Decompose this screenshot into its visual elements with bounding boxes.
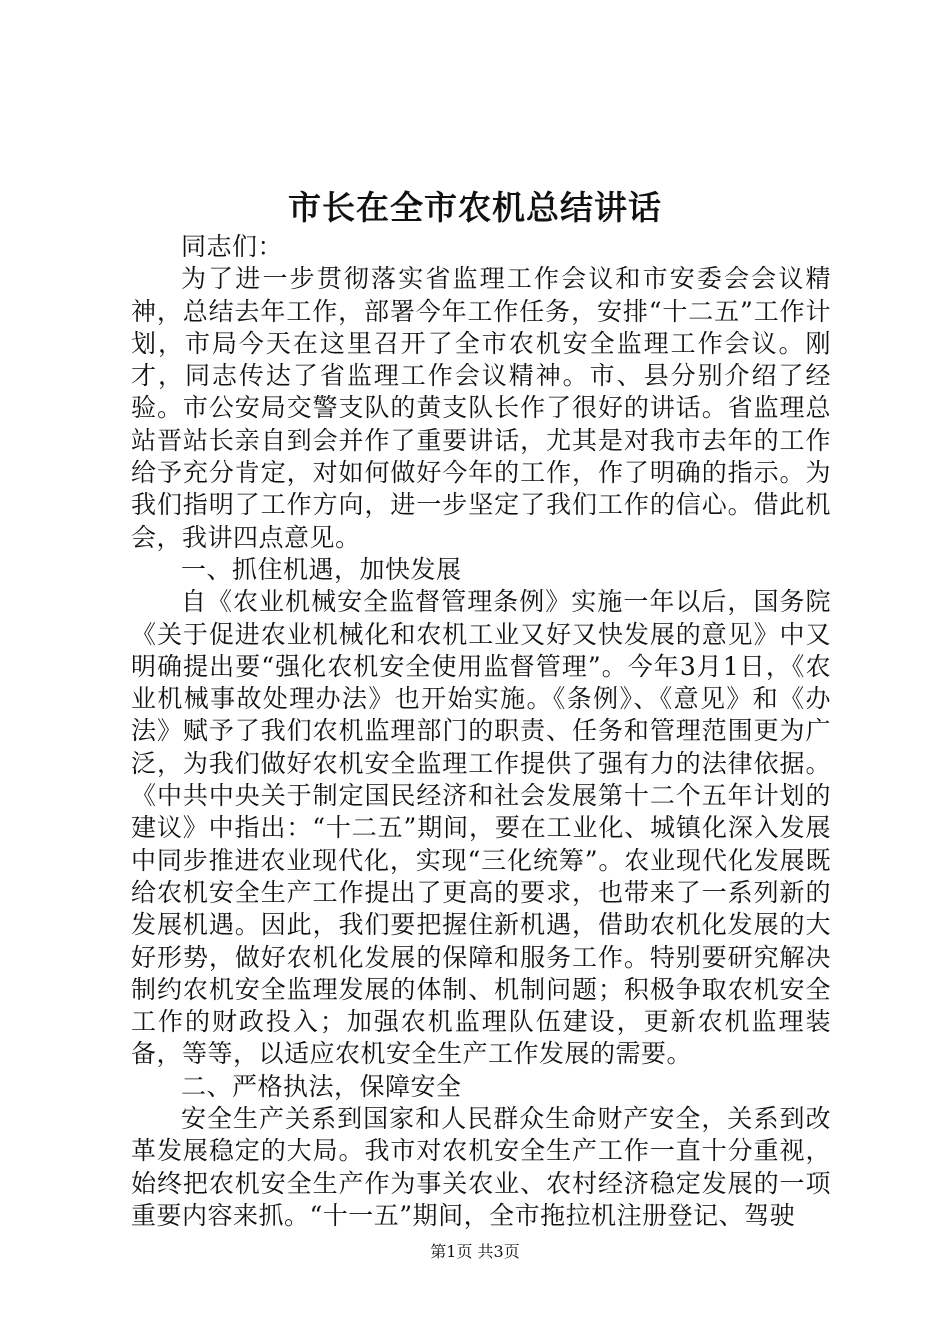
paragraph: 安全生产关系到国家和人民群众生命财产安全，关系到改革发展稳定的大局。我市对农机安全生产工作一直十分重视，始终把农机安全生产作为事关农业、农村经济稳定发展的一项重要内容来抓。“十一五”期间，全市拖拉机注册登记、驾驶 [131, 1104, 831, 1230]
paragraph: 为了进一步贯彻落实省监理工作会议和市安委会会议精神，总结去年工作，部署今年工作任务，安排“十二五”工作计划，市局今天在这里召开了全市农机安全监理工作会议。刚才，同志传达了省监理工作会议精神。市、县分别介绍了经验。市公安局交警支队的黄支队长作了很好的讲话。省监理总站晋站长亲自到会并作了重要讲话，尤其是对我市去年的工作给予充分肯定，对如何做好今年的工作，作了明确的指示。为我们指明了工作方向，进一步坚定了我们工作的信心。借此机会，我讲四点意见。 [131, 264, 831, 552]
page-number-footer: 第1页 共3页 [430, 1242, 520, 1261]
salutation: 同志们： [181, 232, 284, 261]
section-heading: 二、严格执法，保障安全 [181, 1071, 462, 1101]
section-heading: 一、抓住机遇，加快发展 [181, 554, 462, 584]
paragraph: 自《农业机械安全监督管理条例》实施一年以后，国务院《关于促进农业机械化和农机工业又好又快发展的意见》中又明确提出要“强化农机安全使用监督管理”。今年3月1日，《农业机械事故处理办法》也开始实施。《条例》、《意见》和《办法》赋予了我们农机监理部门的职责、任务和管理范围更为广泛，为我们做好农机安全监理工作提供了强有力的法律依据。《中共中央关于制定国民经济和社会发展第十二个五年计划的建议》中指出：“十二五”期间，要在工业化、城镇化深入发展中同步推进农业现代化，实现“三化统筹”。农业现代化发展既给农机安全生产工作提出了更高的要求，也带来了一系列新的发展机遇。因此，我们要把握住新机遇，借助农机化发展的大好形势，做好农机化发展的保障和服务工作。特别要研究解决制约农机安全监理发展的体制、机制问题；积极争取农机安全工作的财政投入；加强农机监理队伍建设，更新农机监理装备，等等，以适应农机安全生产工作发展的需要。 [131, 587, 831, 1069]
document-body [131, 231, 831, 1232]
page-title: 市长在全市农机总结讲话 [288, 188, 662, 227]
